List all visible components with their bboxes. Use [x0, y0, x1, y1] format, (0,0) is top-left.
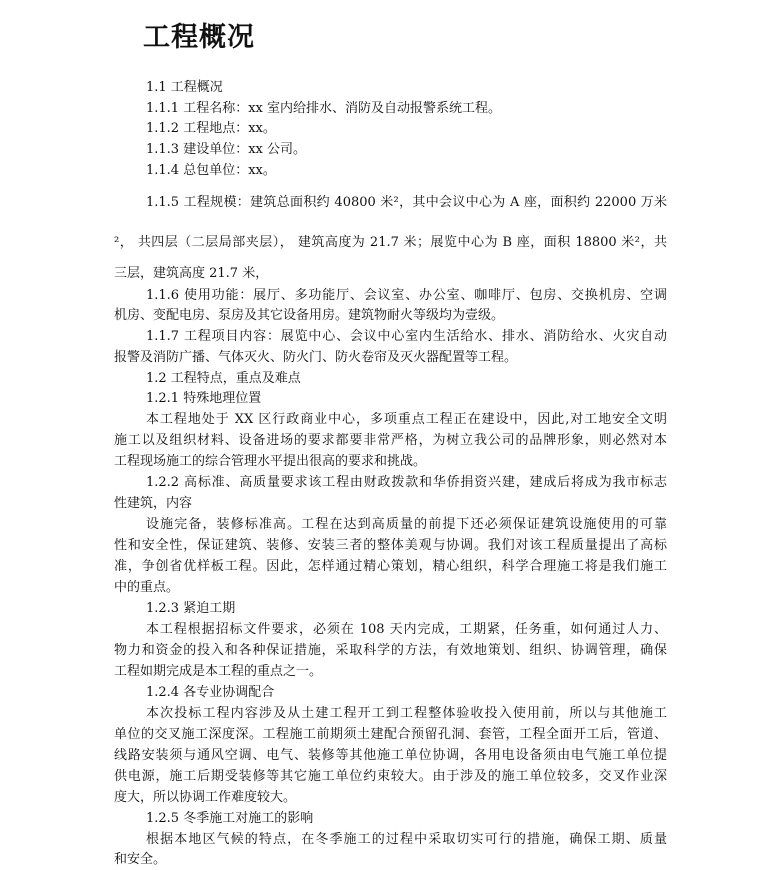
item-1-1-5-line-3: 三层，建筑高度 21.7 米， — [114, 266, 269, 281]
heading-1-2-3: 1.2.3 紧迫工期 — [146, 601, 236, 616]
page-title: 工程概况 — [143, 22, 255, 53]
para-1-2-3-line-1: 本工程根据招标文件要求，必须在 108 天内完成，工期紧，任务重，如何通过人力、 — [146, 622, 667, 637]
heading-1-2-5: 1.2.5 冬季施工对施工的影响 — [146, 811, 314, 826]
para-1-2-2-line-2: 性建筑，内容 — [114, 496, 193, 511]
para-1-2-2-line-6: 中的重点。 — [114, 580, 180, 595]
para-1-2-2-line-3: 设施完备，装修标准高。工程在达到高质量的前提下还必须保证建筑设施使用的可靠 — [146, 517, 667, 532]
item-1-1-7-line-2: 报警及消防广播、气体灭火、防火门、防火卷帘及灭火器配置等工程。 — [114, 350, 518, 365]
para-1-2-4-line-1: 本次投标工程内容涉及从土建工程开工到工程整体验收投入使用前，所以与其他施工 — [146, 706, 667, 721]
para-1-2-2-line-1: 1.2.2 高标准、高质量要求该工程由财政拨款和华侨捐资兴建，建成后将成为我市标志 — [146, 475, 667, 490]
item-1-1-4: 1.1.4 总包单位：xx。 — [146, 163, 276, 178]
para-1-2-3-line-3: 工程如期完成是本工程的重点之一。 — [114, 664, 323, 679]
item-1-1-2: 1.1.2 工程地点：xx。 — [146, 121, 276, 136]
para-1-2-3-line-2: 物力和资金的投入和各种保证措施，采取科学的方法，有效地策划、组织、协调管理，确保 — [114, 643, 667, 658]
item-1-1-5-line-2: ²， 共四层（二层局部夹层）， 建筑高度为 21.7 米；展览中心为 B 座，面积 18800 米²，共 — [114, 235, 667, 250]
item-1-1-3: 1.1.3 建设单位：xx 公司。 — [146, 142, 307, 157]
para-1-2-1-line-2: 施工以及组织材料、设备进场的要求都要非常严格，为树立我公司的品牌形象，则必然对本 — [114, 433, 667, 448]
para-1-2-5-line-2: 和安全。 — [114, 852, 167, 867]
para-1-2-1-line-3: 工程现场施工的综合管理水平提出很高的要求和挑战。 — [114, 454, 427, 469]
item-1-1-1: 1.1.1 工程名称：xx 室内给排水、消防及自动报警系统工程。 — [146, 101, 502, 116]
para-1-2-4-line-4: 供电源，施工后期受装修等其它施工单位约束较大。由于涉及的施工单位较多，交叉作业深 — [114, 769, 667, 784]
para-1-2-1-line-1: 本工程地处于 XX 区行政商业中心，多项重点工程正在建设中，因此,对工地安全文明 — [146, 412, 667, 427]
para-1-2-4-line-2: 单位的交叉施工深度深。工程施工前期须土建配合预留孔洞、套管，工程全面开工后，管道、 — [114, 727, 667, 742]
heading-1-2-1: 1.2.1 特殊地理位置 — [146, 391, 262, 406]
para-1-2-4-line-5: 度大，所以协调工作难度较大。 — [114, 790, 297, 805]
item-1-1-7-line-1: 1.1.7 工程项目内容：展览中心、会议中心室内生活给水、排水、消防给水、火灾自动 — [146, 329, 667, 344]
heading-1-2-4: 1.2.4 各专业协调配合 — [146, 685, 275, 700]
item-1-1-6-line-2: 机房、变配电房、泵房及其它设备用房。建筑物耐火等级均为壹级。 — [114, 308, 505, 323]
para-1-2-4-line-3: 线路安装须与通风空调、电气、装修等其他施工单位协调，各用电设备须由电气施工单位提 — [114, 748, 667, 763]
para-1-2-2-line-5: 准，争创省优样板工程。因此，怎样通过精心策划，精心组织，科学合理施工将是我们施工 — [114, 559, 667, 574]
para-1-2-2-line-4: 性和安全性，保证建筑、装修、安装三者的整体美观与协调。我们对该工程质量提出了高标 — [114, 538, 667, 553]
heading-1-2: 1.2 工程特点，重点及难点 — [146, 371, 301, 386]
item-1-1-5-line-1: 1.1.5 工程规模：建筑总面积约 40800 米²，其中会议中心为 A 座，面积约 22000 万米 — [146, 195, 667, 210]
item-1-1-6-line-1: 1.1.6 使用功能：展厅、多功能厅、会议室、办公室、咖啡厅、包房、交换机房、空调 — [146, 288, 667, 303]
para-1-2-5-line-1: 根据本地区气候的特点，在冬季施工的过程中采取切实可行的措施，确保工期、质量 — [146, 832, 667, 847]
heading-1-1: 1.1 工程概况 — [146, 80, 223, 95]
